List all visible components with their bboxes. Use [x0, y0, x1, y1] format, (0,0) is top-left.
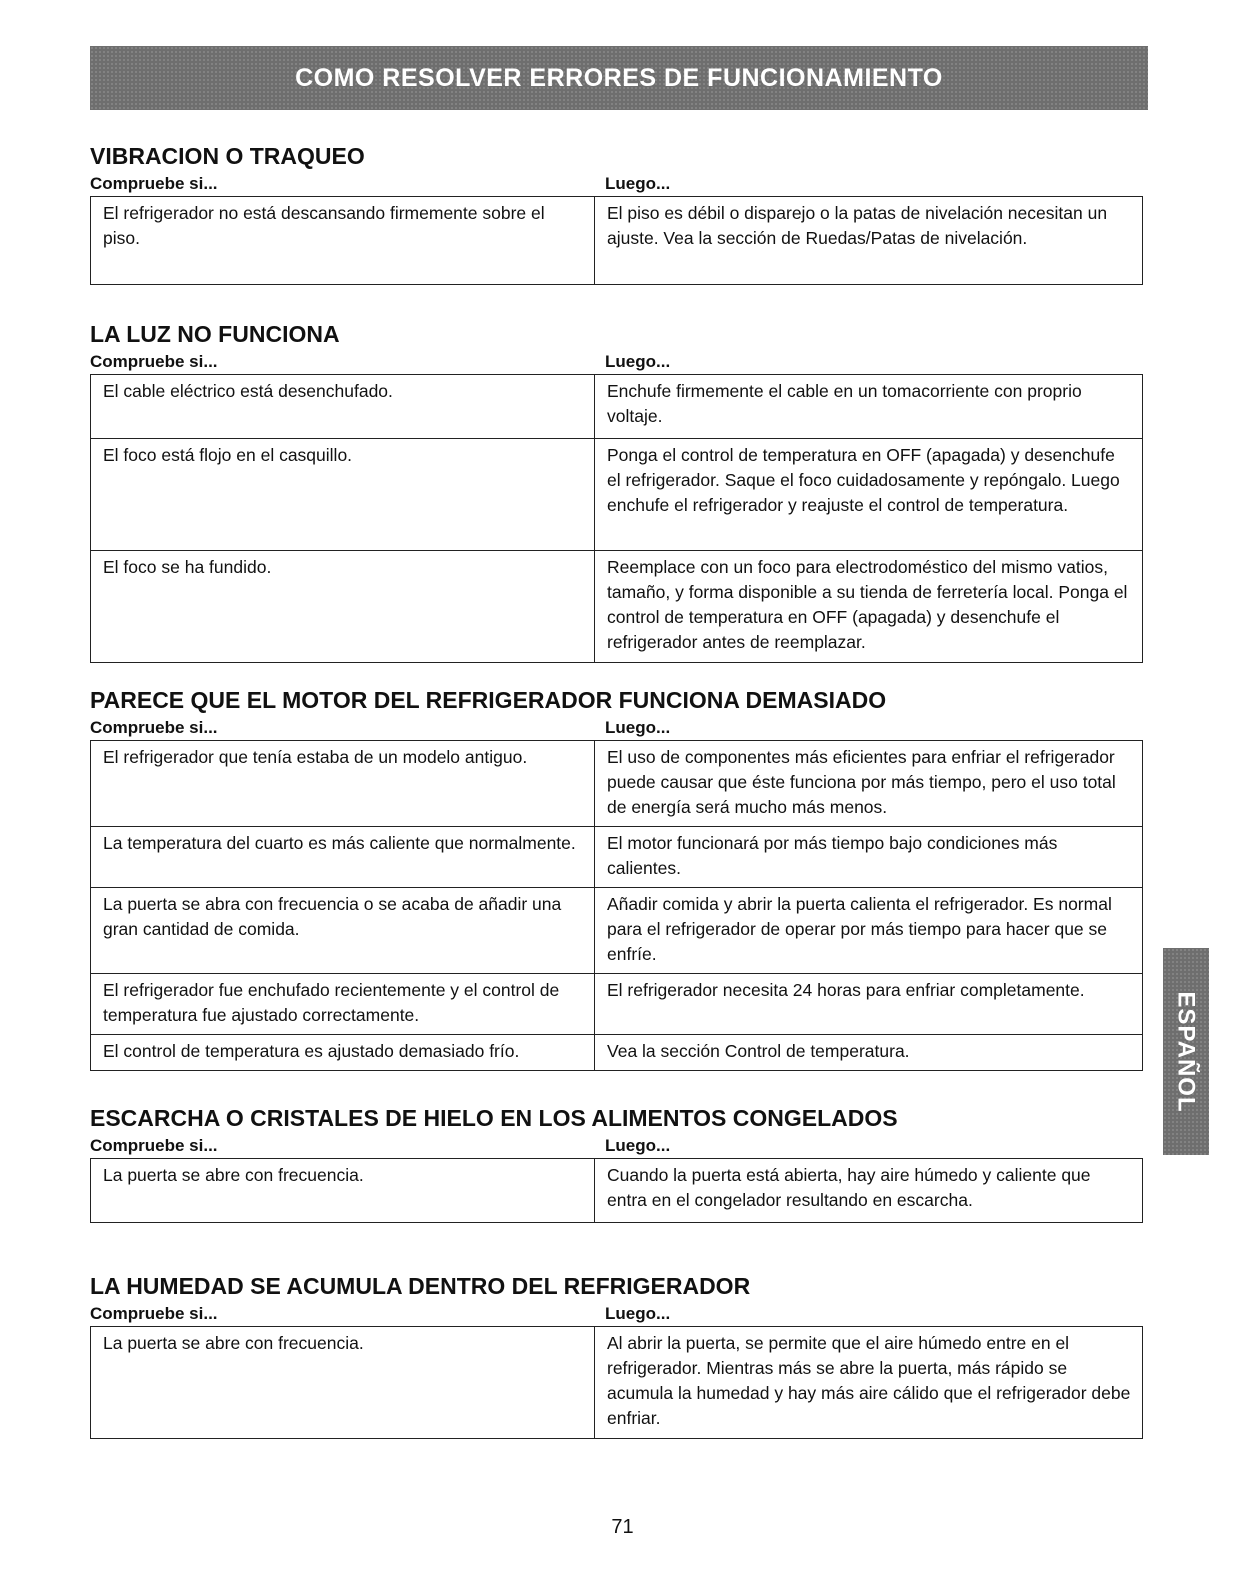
then-cell: El motor funcionará por más tiempo bajo condiciones más calientes. — [595, 827, 1143, 888]
table-row — [91, 827, 1143, 888]
table-row — [91, 439, 1143, 551]
page-banner — [90, 46, 1148, 110]
check-cell: El foco se ha fundido. — [91, 551, 595, 663]
table-row — [91, 888, 1143, 974]
check-cell: El foco está flojo en el casquillo. — [91, 439, 595, 551]
troubleshooting-table — [90, 196, 1143, 285]
troubleshooting-table — [90, 374, 1143, 663]
language-tab — [1163, 948, 1209, 1155]
check-header: Compruebe si... — [90, 174, 218, 193]
then-cell: Cuando la puerta está abierta, hay aire húmedo y caliente que entra en el congelador resultando en escarcha. — [595, 1159, 1143, 1223]
then-header: Luego... — [605, 174, 671, 193]
section-title: ESCARCHA O CRISTALES DE HIELO EN LOS ALIMENTOS CONGELADOS — [90, 1105, 898, 1131]
table-row — [91, 1035, 1143, 1071]
check-header: Compruebe si... — [90, 1304, 218, 1323]
then-header: Luego... — [605, 1304, 671, 1323]
section-title: LA HUMEDAD SE ACUMULA DENTRO DEL REFRIGERADOR — [90, 1273, 751, 1299]
then-cell: El piso es débil o disparejo o la patas de nivelación necesitan un ajuste. Vea la sección de Ruedas/Patas de nivelación. — [595, 197, 1143, 285]
section-luz — [90, 320, 1143, 663]
page-number: 71 — [611, 1516, 634, 1538]
then-header: Luego... — [605, 718, 671, 737]
troubleshooting-table — [90, 740, 1143, 1071]
column-headers — [90, 170, 1143, 196]
table-row — [91, 741, 1143, 827]
then-header: Luego... — [605, 1136, 671, 1155]
column-headers — [90, 1132, 1143, 1158]
then-cell: El uso de componentes más eficientes para enfriar el refrigerador puede causar que éste funciona por más tiempo, pero el uso total de energía será mucho más menos. — [595, 741, 1143, 827]
then-cell: El refrigerador necesita 24 horas para enfriar completamente. — [595, 974, 1143, 1035]
check-cell: El cable eléctrico está desenchufado. — [91, 375, 595, 439]
check-cell: La puerta se abre con frecuencia. — [91, 1327, 595, 1439]
section-title: PARECE QUE EL MOTOR DEL REFRIGERADOR FUNCIONA DEMASIADO — [90, 687, 887, 713]
table-row — [91, 974, 1143, 1035]
then-cell: Vea la sección Control de temperatura. — [595, 1035, 1143, 1071]
then-cell: Reemplace con un foco para electrodoméstico del mismo vatios, tamaño, y forma disponible a su tienda de ferretería local. Ponga el control de temperatura en OFF (apagada) y desenchufe el refrigerador antes de reemplazar. — [595, 551, 1143, 663]
then-header: Luego... — [605, 352, 671, 371]
troubleshooting-table — [90, 1326, 1143, 1439]
then-cell: Añadir comida y abrir la puerta calienta el refrigerador. Es normal para el refrigerador de operar por más tiempo para hacer que se enfríe. — [595, 888, 1143, 974]
check-header: Compruebe si... — [90, 1136, 218, 1155]
section-humedad — [90, 1272, 1143, 1439]
check-cell: El refrigerador que tenía estaba de un modelo antiguo. — [91, 741, 595, 827]
section-vibracion — [90, 142, 1143, 285]
table-row — [91, 551, 1143, 663]
column-headers — [90, 714, 1143, 740]
then-cell: Enchufe firmemente el cable en un tomacorriente con proprio voltaje. — [595, 375, 1143, 439]
check-cell: La puerta se abra con frecuencia o se acaba de añadir una gran cantidad de comida. — [91, 888, 595, 974]
column-headers — [90, 1300, 1143, 1326]
then-cell: Al abrir la puerta, se permite que el aire húmedo entre en el refrigerador. Mientras más se abre la puerta, más rápido se acumula la humedad y hay más aire cálido que el refrigerador debe enfriar. — [595, 1327, 1143, 1439]
check-cell: La temperatura del cuarto es más caliente que normalmente. — [91, 827, 595, 888]
section-motor — [90, 686, 1143, 1071]
check-cell: El control de temperatura es ajustado demasiado frío. — [91, 1035, 595, 1071]
table-row — [91, 375, 1143, 439]
column-headers — [90, 348, 1143, 374]
troubleshooting-table — [90, 1158, 1143, 1223]
check-cell: El refrigerador no está descansando firmemente sobre el piso. — [91, 197, 595, 285]
table-row — [91, 1327, 1143, 1439]
check-header: Compruebe si... — [90, 718, 218, 737]
section-title: VIBRACION O TRAQUEO — [90, 143, 365, 169]
then-cell: Ponga el control de temperatura en OFF (apagada) y desenchufe el refrigerador. Saque el foco cuidadosamente y repóngalo. Luego enchufe el refrigerador y reajuste el control de temperatura. — [595, 439, 1143, 551]
section-title: LA LUZ NO FUNCIONA — [90, 321, 340, 347]
check-cell: La puerta se abre con frecuencia. — [91, 1159, 595, 1223]
check-cell: El refrigerador fue enchufado recientemente y el control de temperatura fue ajustado correctamente. — [91, 974, 595, 1035]
language-tab-label: ESPAÑOL — [1173, 990, 1201, 1113]
section-escarcha — [90, 1104, 1143, 1223]
check-header: Compruebe si... — [90, 352, 218, 371]
table-row — [91, 197, 1143, 285]
page-title: COMO RESOLVER ERRORES DE FUNCIONAMIENTO — [295, 63, 943, 92]
table-row — [91, 1159, 1143, 1223]
